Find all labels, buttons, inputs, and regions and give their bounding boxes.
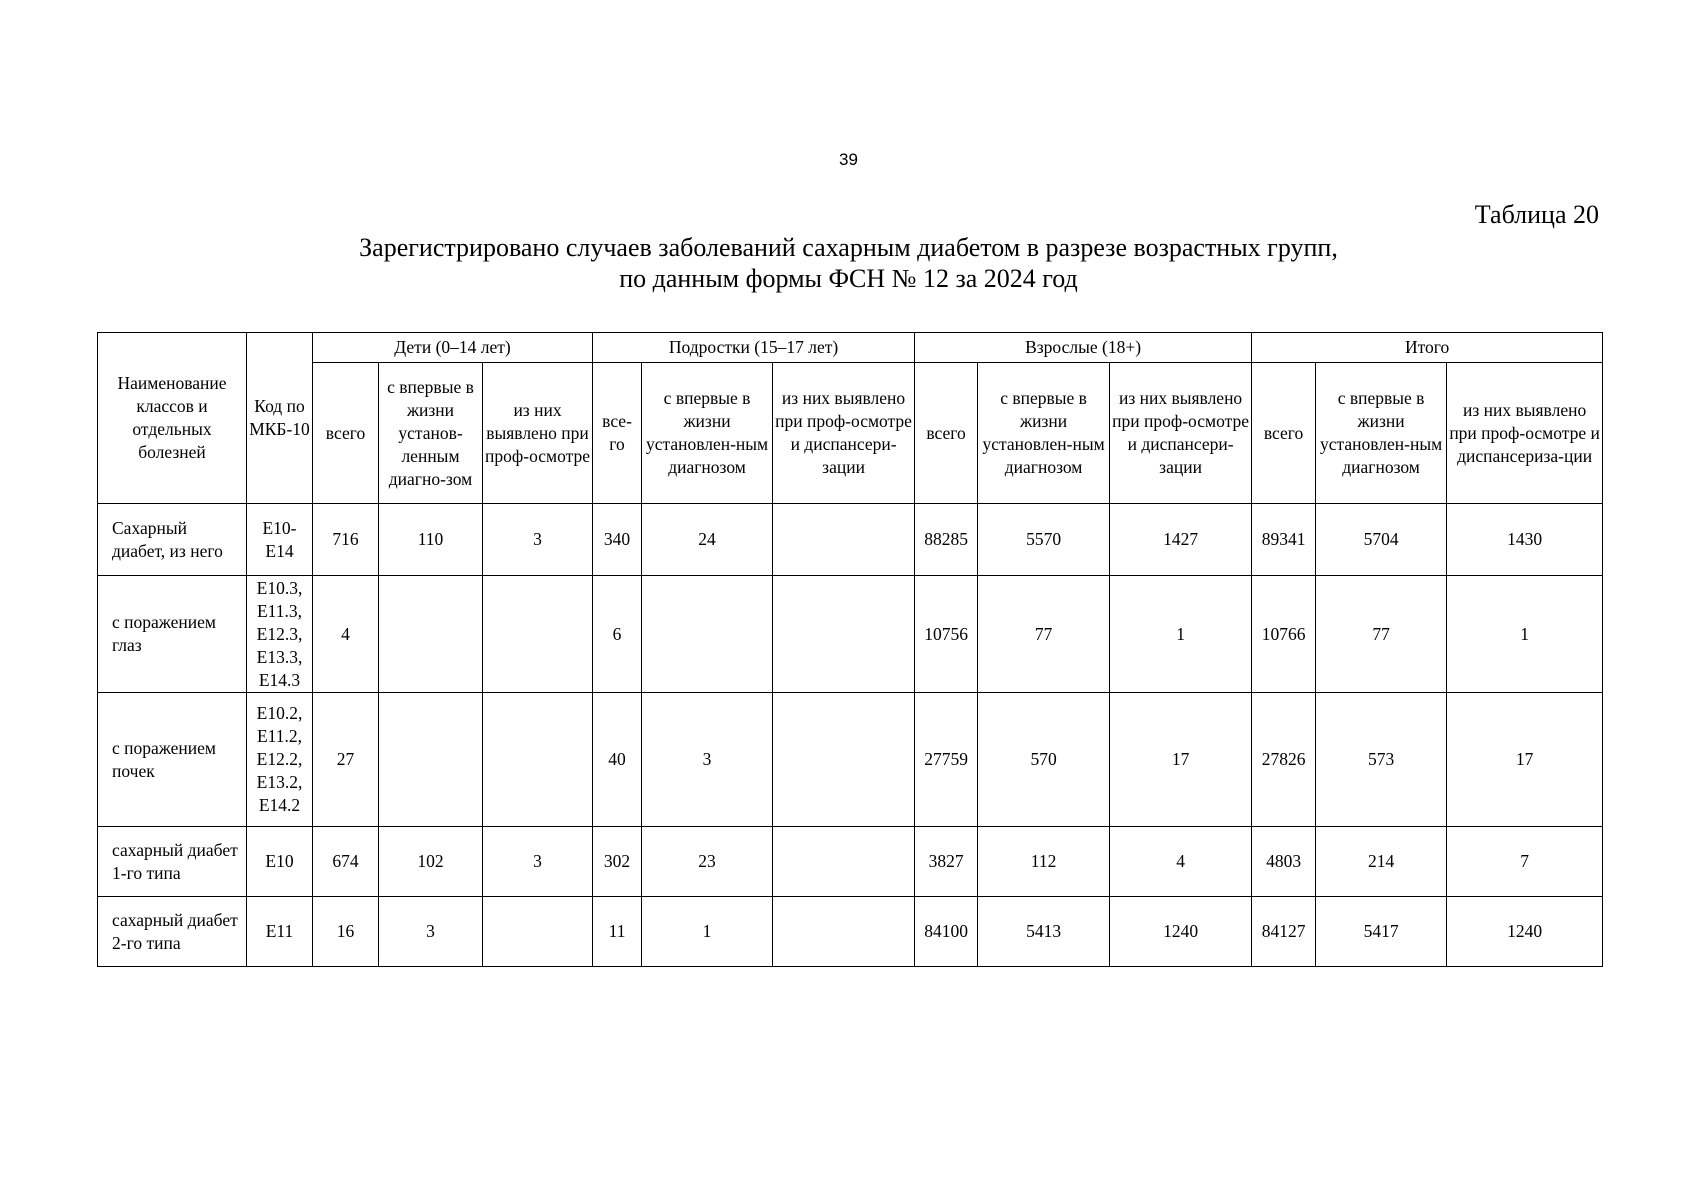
value-cell: 7	[1447, 827, 1603, 897]
header-code: Код по МКБ-10	[247, 333, 313, 504]
value-cell: 3	[642, 693, 773, 827]
value-cell: 1	[1110, 576, 1252, 693]
header-sub-cell: всего	[915, 363, 978, 504]
row-name: с поражением глаз	[98, 576, 247, 693]
table-title	[0, 232, 1697, 294]
value-cell: 6	[593, 576, 642, 693]
page-number: 39	[839, 150, 858, 169]
value-cell: 4803	[1252, 827, 1316, 897]
table-row	[98, 693, 1603, 827]
value-cell: 77	[978, 576, 1110, 693]
value-cell: 5413	[978, 897, 1110, 967]
value-cell	[773, 827, 915, 897]
header-sub-cell: из них выявлено при проф-осмотре и диспансери-зации	[1110, 363, 1252, 504]
value-cell: 84100	[915, 897, 978, 967]
header-sub-cell: из них выявлено при проф-осмотре и диспансериза-ции	[1447, 363, 1603, 504]
value-cell: 5417	[1316, 897, 1447, 967]
value-cell: 3	[483, 504, 593, 576]
value-cell: 4	[1110, 827, 1252, 897]
header-group-teens: Подростки (15–17 лет)	[593, 333, 915, 363]
value-cell: 17	[1110, 693, 1252, 827]
row-name: Сахарный диабет, из него	[98, 504, 247, 576]
value-cell: 573	[1316, 693, 1447, 827]
value-cell: 84127	[1252, 897, 1316, 967]
value-cell: 89341	[1252, 504, 1316, 576]
value-cell: 23	[642, 827, 773, 897]
value-cell: 4	[313, 576, 379, 693]
row-code: E10	[247, 827, 313, 897]
value-cell: 340	[593, 504, 642, 576]
value-cell: 10766	[1252, 576, 1316, 693]
header-group-total: Итого	[1252, 333, 1603, 363]
value-cell	[483, 576, 593, 693]
value-cell: 1240	[1447, 897, 1603, 967]
value-cell: 110	[379, 504, 483, 576]
header-sub-cell: с впервые в жизни установлен-ным диагнозом	[642, 363, 773, 504]
value-cell: 24	[642, 504, 773, 576]
value-cell: 17	[1447, 693, 1603, 827]
header-name: Наименование классов и отдельных болезней	[98, 333, 247, 504]
header-sub-cell: все-го	[593, 363, 642, 504]
value-cell: 5570	[978, 504, 1110, 576]
header-sub-cell: из них выявлено при проф-осмотре и диспансери-зации	[773, 363, 915, 504]
value-cell: 10756	[915, 576, 978, 693]
value-cell: 3	[379, 897, 483, 967]
value-cell: 27	[313, 693, 379, 827]
value-cell: 1	[1447, 576, 1603, 693]
row-code: E10.3, E11.3, E12.3, E13.3, E14.3	[247, 576, 313, 693]
header-sub-row	[98, 363, 1603, 504]
diabetes-table	[97, 332, 1603, 967]
value-cell: 112	[978, 827, 1110, 897]
value-cell: 16	[313, 897, 379, 967]
value-cell: 11	[593, 897, 642, 967]
header-sub-cell: всего	[313, 363, 379, 504]
value-cell: 674	[313, 827, 379, 897]
value-cell	[773, 576, 915, 693]
row-code: E10.2, E11.2, E12.2, E13.2, E14.2	[247, 693, 313, 827]
row-name: с поражением почек	[98, 693, 247, 827]
value-cell	[773, 897, 915, 967]
table-row	[98, 576, 1603, 693]
header-group-row	[98, 333, 1603, 363]
value-cell: 1430	[1447, 504, 1603, 576]
value-cell	[773, 504, 915, 576]
header-sub-cell: с впервые в жизни установ-ленным диагно-зом	[379, 363, 483, 504]
value-cell: 3827	[915, 827, 978, 897]
value-cell	[379, 693, 483, 827]
header-group-adults: Взрослые (18+)	[915, 333, 1252, 363]
header-group-children: Дети (0–14 лет)	[313, 333, 593, 363]
value-cell: 3	[483, 827, 593, 897]
value-cell: 27759	[915, 693, 978, 827]
header-sub-cell: с впервые в жизни установлен-ным диагнозом	[1316, 363, 1447, 504]
table-row	[98, 504, 1603, 576]
table-row	[98, 897, 1603, 967]
value-cell	[483, 897, 593, 967]
value-cell: 1	[642, 897, 773, 967]
row-code: E11	[247, 897, 313, 967]
row-name: сахарный диабет 2-го типа	[98, 897, 247, 967]
row-name: сахарный диабет 1-го типа	[98, 827, 247, 897]
value-cell	[483, 693, 593, 827]
value-cell: 716	[313, 504, 379, 576]
row-code: E10-E14	[247, 504, 313, 576]
header-sub-cell: с впервые в жизни установлен-ным диагнозом	[978, 363, 1110, 504]
value-cell	[379, 576, 483, 693]
value-cell: 27826	[1252, 693, 1316, 827]
value-cell: 570	[978, 693, 1110, 827]
table-row	[98, 827, 1603, 897]
value-cell: 1240	[1110, 897, 1252, 967]
value-cell: 1427	[1110, 504, 1252, 576]
value-cell: 302	[593, 827, 642, 897]
value-cell	[642, 576, 773, 693]
value-cell: 40	[593, 693, 642, 827]
header-sub-cell: всего	[1252, 363, 1316, 504]
table-label: Таблица 20	[1474, 200, 1599, 229]
header-sub-cell: из них выявлено при проф-осмотре	[483, 363, 593, 504]
value-cell: 77	[1316, 576, 1447, 693]
value-cell: 214	[1316, 827, 1447, 897]
value-cell: 5704	[1316, 504, 1447, 576]
table-title-line-2: по данным формы ФСН № 12 за 2024 год	[619, 264, 1078, 293]
value-cell: 102	[379, 827, 483, 897]
value-cell	[773, 693, 915, 827]
table-title-line-1: Зарегистрировано случаев заболеваний сахарным диабетом в разрезе возрастных групп,	[359, 233, 1338, 262]
value-cell: 88285	[915, 504, 978, 576]
